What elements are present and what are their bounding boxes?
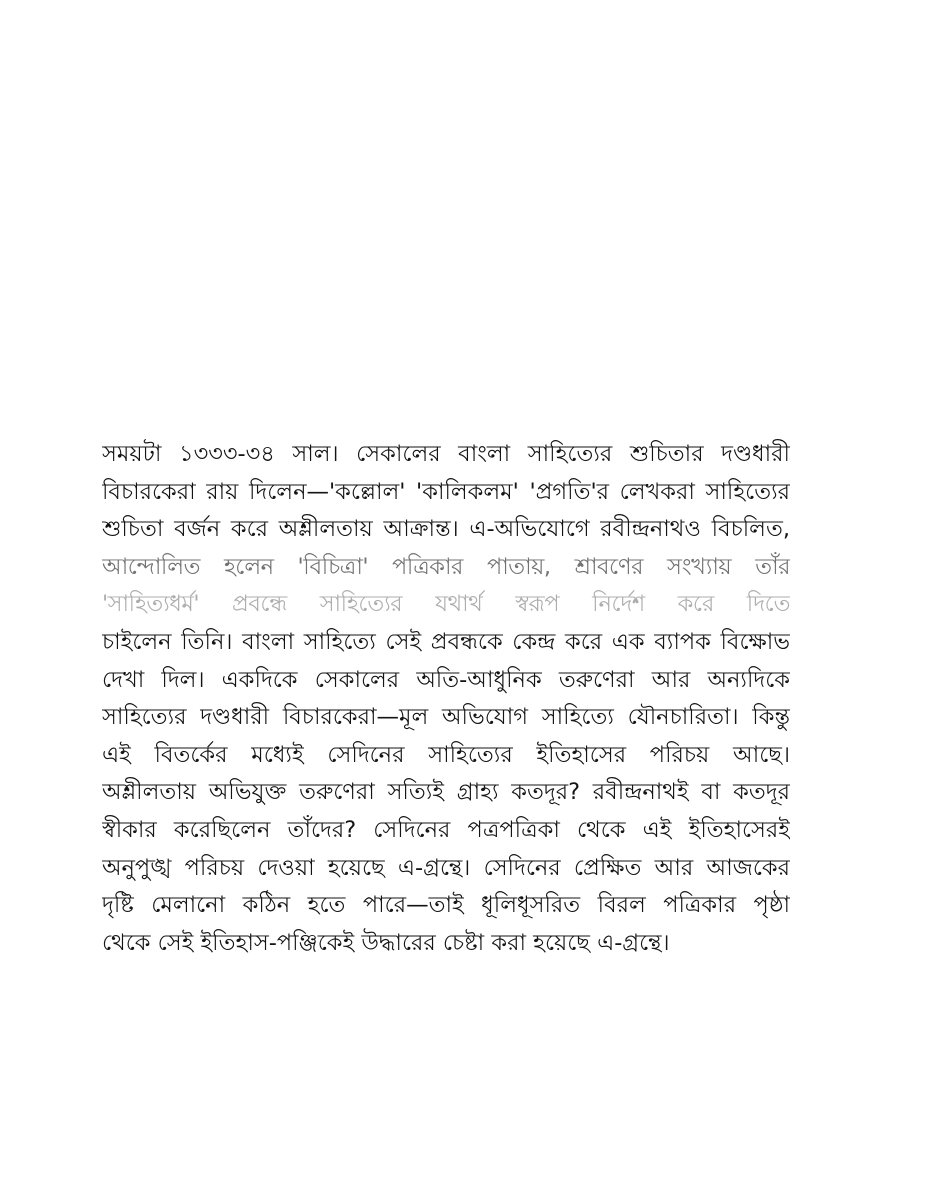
text-line-14: থেকে সেই ইতিহাস-পঞ্জিকেই উদ্ধারের চেষ্টা করা হয়েছে এ-গ্রন্থে। [102, 929, 670, 956]
text-line-1: সময়টা ১৩৩৩-৩৪ সাল। সেকালের বাংলা সাহিত্যের শুচিতার দণ্ডধারী [102, 441, 790, 467]
text-line-8: সাহিত্যের দণ্ডধারী বিচারকেরা—মূল অভিযোগ সাহিত্যে যৌনচারিতা। কিন্তু [102, 704, 790, 731]
text-line-12: অনুপুঙ্খ পরিচয় দেওয়া হয়েছে এ-গ্রন্থে। সেদিনের প্রেক্ষিত আর আজকের [102, 854, 790, 881]
text-line-9: এই বিতর্কের মধ্যেই সেদিনের সাহিত্যের ইতিহাসের পরিচয় আছে। [102, 741, 790, 768]
text-line-2: বিচারকেরা রায় দিলেন—'কল্লোল' 'কালিকলম' 'প্রগতি'র লেখকরা সাহিত্যের [102, 478, 790, 505]
text-line-13: দৃষ্টি মেলানো কঠিন হতে পারে—তাই ধূলিধূসরিত বিরল পত্রিকার পৃষ্ঠা [102, 892, 790, 919]
text-line-3: শুচিতা বর্জন করে অশ্লীলতায় আক্রান্ত। এ-অভিযোগে রবীন্দ্রনাথও বিচলিত, [102, 516, 790, 543]
text-line-7: দেখা দিল। একদিকে সেকালের অতি-আধুনিক তরুণেরা আর অন্যদিকে [102, 666, 790, 693]
text-line-11: স্বীকার করেছিলেন তাঁদের? সেদিনের পত্রপত্রিকা থেকে এই ইতিহাসেরই [102, 816, 790, 843]
text-line-10: অশ্লীলতায় অভিযুক্ত তরুণেরা সত্যিই গ্রাহ্য কতদূর? রবীন্দ্রনাথই বা কতদূর [102, 779, 790, 806]
text-line-4-faded: আন্দোলিত হলেন 'বিচিত্রা' পত্রিকার পাতায়, শ্রাবণের সংখ্যায় তাঁর [102, 553, 790, 580]
text-line-6: চাইলেন তিনি। বাংলা সাহিত্যে সেই প্রবন্ধকে কেন্দ্র করে এক ব্যাপক বিক্ষোভ [102, 628, 790, 655]
blurb-paragraph [102, 436, 790, 962]
text-line-5-faded: 'সাহিত্যধর্ম' প্রবন্ধে সাহিত্যের যথার্থ স্বরূপ নির্দেশ করে দিতে [102, 591, 790, 618]
